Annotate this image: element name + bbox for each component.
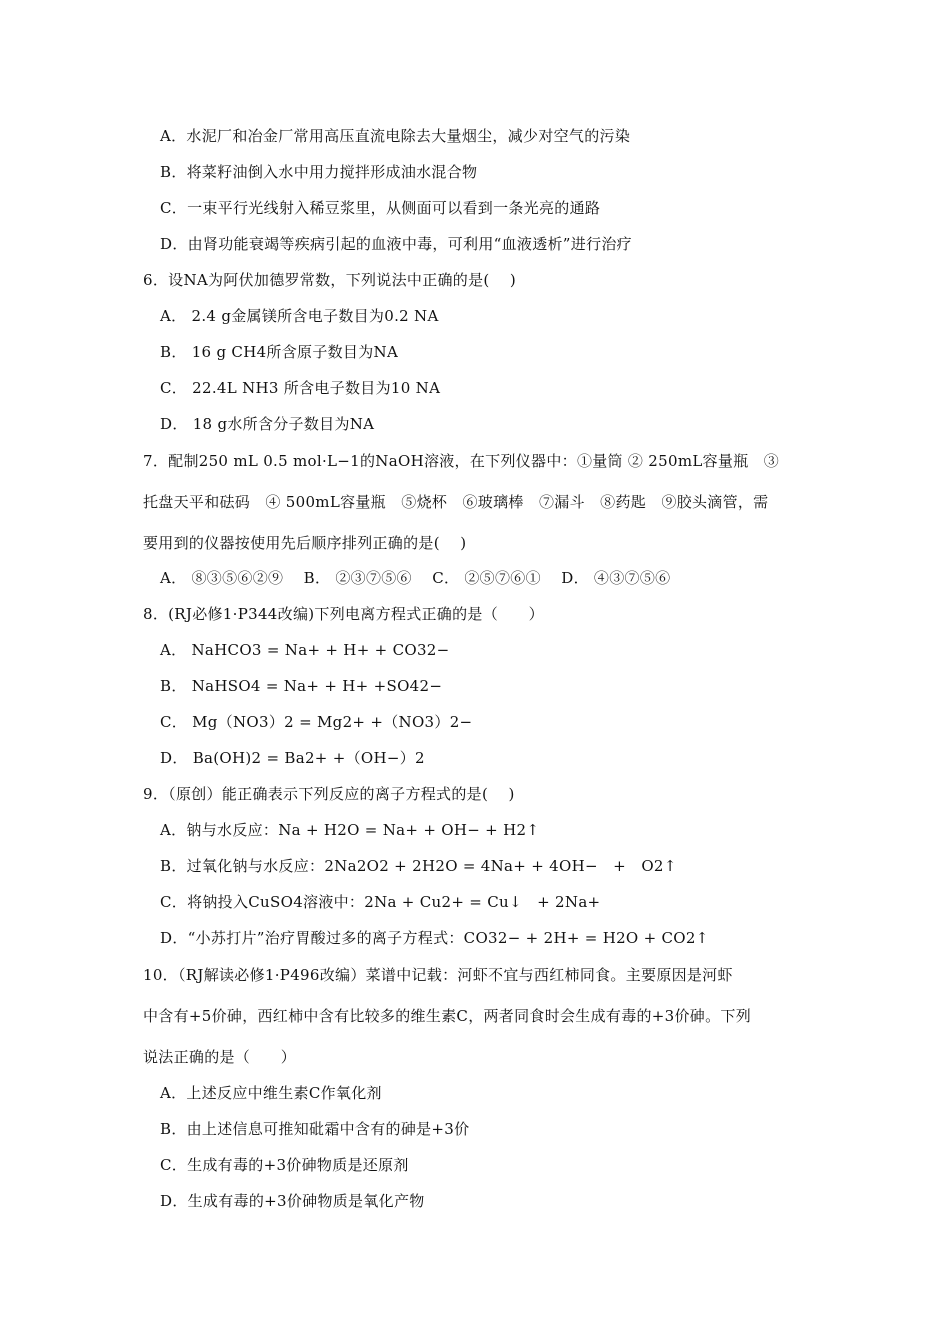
q8-stem: 8．(RJ必修1·P344改编)下列电离方程式正确的是（ ） — [143, 605, 544, 623]
q10-option-a: A．上述反应中维生素C作氧化剂 — [160, 1084, 382, 1102]
q7-options: A． ⑧③⑤⑥②⑨ B． ②③⑦⑤⑥ C． ②⑤⑦⑥① D． ④③⑦⑤⑥ — [160, 569, 671, 587]
q6-stem: 6．设NA为阿伏加德罗常数，下列说法中正确的是( ) — [143, 271, 517, 289]
q10-option-c: C．生成有毒的+3价砷物质是还原剂 — [160, 1156, 409, 1174]
q5-option-a: A．水泥厂和冶金厂常用高压直流电除去大量烟尘，减少对空气的污染 — [160, 127, 631, 145]
q8-option-d: D． Ba(OH)2 = Ba2+ +（OH−）2 — [160, 749, 425, 767]
q10-option-b: B．由上述信息可推知砒霜中含有的砷是+3价 — [160, 1120, 470, 1138]
q6-option-d: D． 18 g水所含分子数目为NA — [160, 415, 375, 433]
q6-option-a: A． 2.4 g金属镁所含电子数目为0.2 NA — [160, 307, 439, 325]
q9-option-b: B．过氧化钠与水反应：2Na2O2 + 2H2O = 4Na+ + 4OH− + O2↑ — [160, 857, 677, 875]
q5-option-b: B．将菜籽油倒入水中用力搅拌形成油水混合物 — [160, 163, 478, 181]
q8-option-c: C． Mg（NO3）2 = Mg2+ +（NO3）2− — [160, 713, 473, 731]
q10-option-d: D．生成有毒的+3价砷物质是氧化产物 — [160, 1192, 425, 1210]
q5-option-c: C．一束平行光线射入稀豆浆里，从侧面可以看到一条光亮的通路 — [160, 199, 601, 217]
q10-stem-line2: 中含有+5价砷，西红柿中含有比较多的维生素C，两者同食时会生成有毒的+3价砷。下列 — [143, 1007, 752, 1025]
q9-stem: 9．（原创）能正确表示下列反应的离子方程式的是( ) — [143, 785, 515, 803]
q10-stem-line3: 说法正确的是（ ） — [143, 1048, 297, 1066]
q6-option-c: C． 22.4L NH3 所含电子数目为10 NA — [160, 379, 441, 397]
q8-option-a: A． NaHCO3 = Na+ + H+ + CO32− — [160, 641, 450, 659]
q10-stem-line1: 10．（RJ解读必修1·P496改编）菜谱中记载：河虾不宜与西红柿同食。主要原因是河虾 — [143, 966, 733, 984]
q6-option-b: B． 16 g CH4所含原子数目为NA — [160, 343, 399, 361]
q5-option-d: D．由肾功能衰竭等疾病引起的血液中毒，可利用“血液透析”进行治疗 — [160, 235, 632, 253]
q7-stem-line3: 要用到的仪器按使用先后顺序排列正确的是( ) — [143, 534, 467, 552]
q9-option-c: C．将钠投入CuSO4溶液中：2Na + Cu2+ = Cu↓ + 2Na+ — [160, 893, 601, 911]
q8-option-b: B． NaHSO4 = Na+ + H+ +SO42− — [160, 677, 443, 695]
q9-option-a: A．钠与水反应：Na + H2O = Na+ + OH− + H2↑ — [160, 821, 540, 839]
q7-stem-line1: 7．配制250 mL 0.5 mol·L−1的NaOH溶液，在下列仪器中：①量筒 ② 250mL容量瓶 ③ — [143, 452, 780, 470]
q9-option-d: D．“小苏打片”治疗胃酸过多的离子方程式：CO32− + 2H+ = H2O + CO2↑ — [160, 929, 709, 947]
q7-stem-line2: 托盘天平和砝码 ④ 500mL容量瓶 ⑤烧杯 ⑥玻璃棒 ⑦漏斗 ⑧药匙 ⑨胶头滴管，需 — [143, 493, 769, 511]
